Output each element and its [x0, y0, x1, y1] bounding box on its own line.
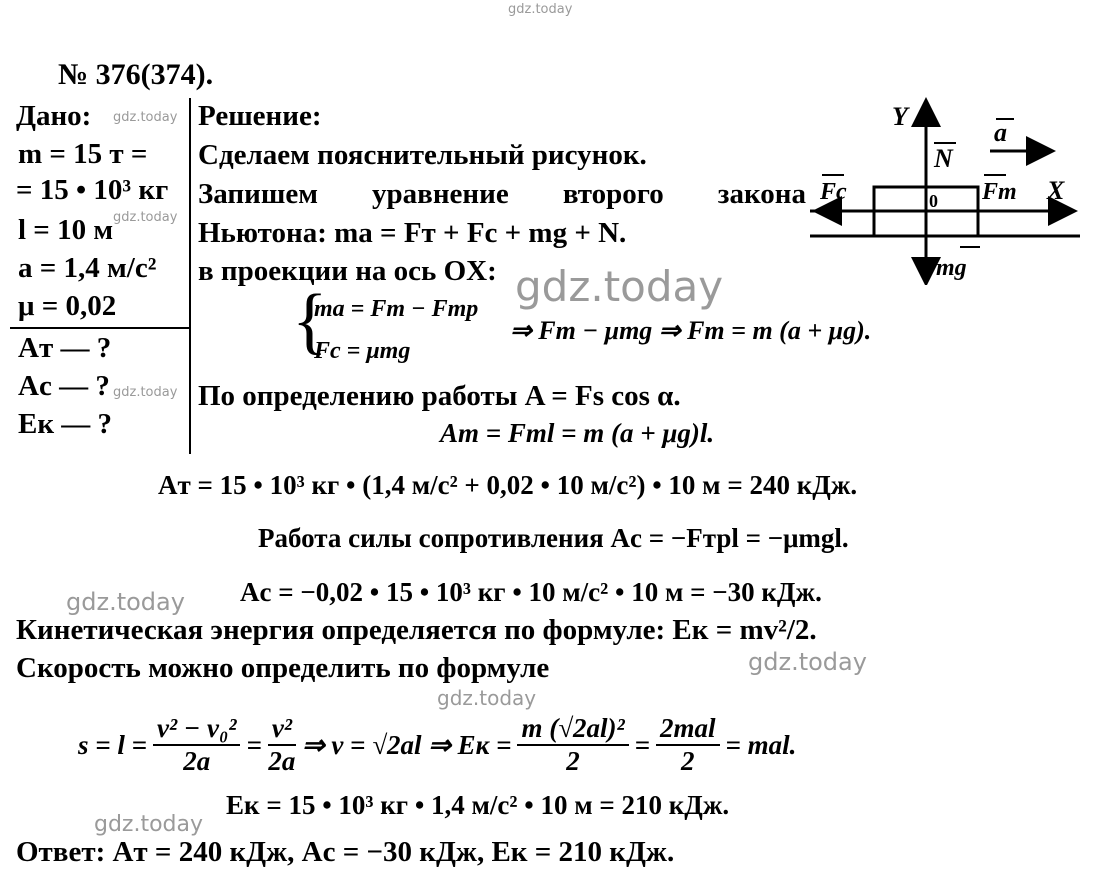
fraction [153, 713, 240, 777]
word: уравнение [372, 178, 509, 210]
y-label: Y [892, 102, 908, 131]
fraction [656, 713, 720, 777]
word: второго [562, 178, 664, 210]
solution-line: в проекции на ось OX: [198, 255, 497, 287]
mg-label: mg [936, 255, 967, 281]
watermark: gdz.today [748, 648, 867, 676]
work-definition: По определению работы A = Fs cos α. [198, 380, 681, 412]
system-brace: { [292, 280, 328, 362]
given-line: = 15 • 10³ кг [16, 174, 169, 206]
fraction-numerator: v² [268, 713, 296, 746]
given-divider [10, 327, 190, 329]
column-divider [189, 98, 191, 454]
calc-work-c: Ac = −0,02 • 15 • 10³ кг • 10 м/с² • 10 м = −30 кДж. [240, 577, 822, 607]
word: закона [717, 178, 806, 210]
watermark: gdz.today [113, 210, 178, 225]
n-label: N [934, 144, 953, 173]
a-label: a [994, 118, 1007, 147]
fraction-numerator: v² − v₀² [153, 713, 240, 746]
given-label: Дано: [16, 100, 92, 132]
resist-work: Работа силы сопротивления Ac = −Fтрl = −μmgl. [258, 523, 849, 553]
fraction-denominator: 2a [268, 746, 296, 776]
fraction [517, 713, 628, 777]
fraction-numerator: 2mal [656, 713, 720, 746]
fraction-denominator: 2a [183, 746, 211, 776]
word: Запишем [198, 178, 318, 210]
watermark: gdz.today [437, 686, 537, 710]
formula-end: = mal. [725, 729, 797, 760]
system-eq-2: Fc = μmg [314, 338, 411, 364]
given-line: μ = 0,02 [18, 290, 117, 322]
energy-formula [78, 700, 796, 790]
solution-label: Решение: [198, 100, 322, 132]
equals: = [634, 729, 651, 760]
newton-equation: Ньютона: ma = Fт + Fc + mg + N. [198, 217, 627, 249]
watermark: gdz.today [508, 2, 573, 17]
force-diagram [810, 95, 1080, 285]
fraction-denominator: 2 [681, 746, 695, 776]
solution-line [198, 178, 806, 211]
fraction-numerator: m (√2al)² [517, 713, 628, 746]
watermark: gdz.today [113, 110, 178, 125]
calc-energy: Eк = 15 • 10³ кг • 1,4 м/с² • 10 м = 210 кДж. [226, 790, 730, 820]
x-label: X [1047, 176, 1065, 205]
formula-lhs: s = l = [78, 729, 148, 760]
fraction [268, 713, 296, 777]
watermark: gdz.today [515, 262, 724, 311]
watermark: gdz.today [94, 812, 204, 837]
problem-number: № 376(374). [58, 58, 214, 91]
given-line: l = 10 м [18, 214, 114, 246]
work-formula: Aт = Fтl = m (a + μg)l. [440, 418, 715, 448]
answer: Ответ: Aт = 240 кДж, Ac = −30 кДж, Eк = 210 кДж. [16, 836, 675, 868]
origin-label: 0 [929, 191, 938, 211]
given-line: m = 15 т = [18, 138, 148, 170]
watermark: gdz.today [113, 385, 178, 400]
system-eq-1: ma = Fт − Fтр [314, 296, 479, 322]
given-line: a = 1,4 м/с² [18, 252, 157, 284]
fc-label: Fc [820, 179, 847, 205]
find-item: Aт — ? [18, 332, 112, 364]
fraction-denominator: 2 [566, 746, 580, 776]
solution-line: Сделаем пояснительный рисунок. [198, 139, 647, 171]
kinetic-line: Кинетическая энергия определяется по формуле: Eк = mv²/2. [16, 614, 817, 646]
watermark: gdz.today [66, 588, 185, 616]
find-item: Ac — ? [18, 370, 110, 402]
calc-work-t: Aт = 15 • 10³ кг • (1,4 м/с² + 0,02 • 10 м/с²) • 10 м = 240 кДж. [158, 470, 858, 500]
ft-label: Fт [982, 179, 1017, 205]
system-result: ⇒ Fт − μmg ⇒ Fт = m (a + μg). [510, 316, 872, 345]
formula-mid: ⇒ v = √2al ⇒ Eк = [301, 729, 512, 760]
speed-line: Скорость можно определить по формуле [16, 652, 550, 684]
equals: = [246, 729, 262, 760]
find-item: Eк — ? [18, 408, 113, 440]
